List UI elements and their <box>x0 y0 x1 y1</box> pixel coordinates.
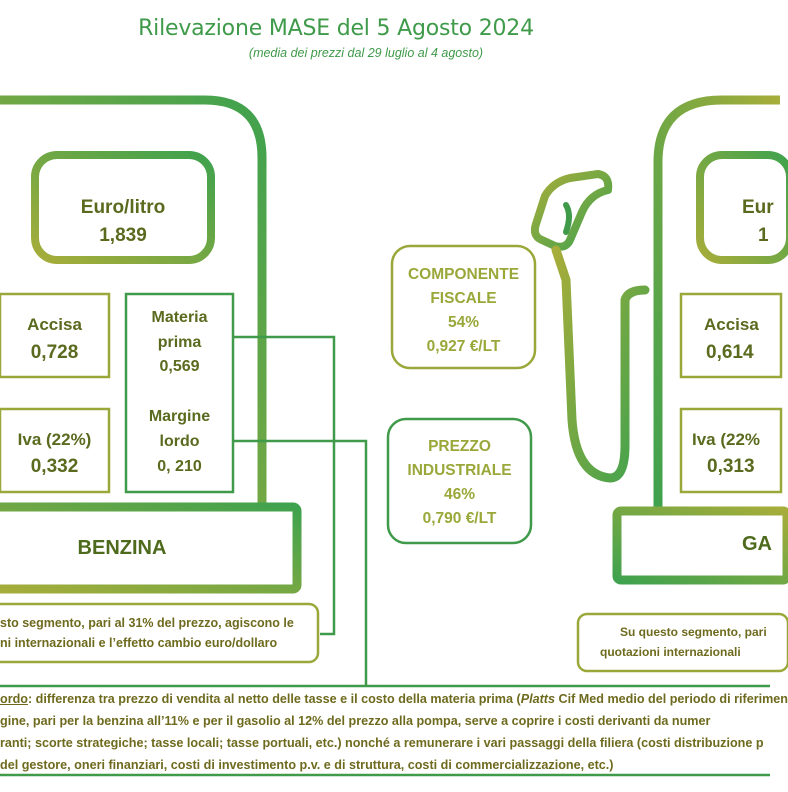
componente-fiscale-pct: 54% <box>447 314 480 331</box>
gasolio-note-line-2: quotazioni internazionali <box>600 645 741 659</box>
prezzo-industriale-line-2: INDUSTRIALE <box>407 462 512 479</box>
benzina-accisa-label: Accisa <box>27 315 82 334</box>
prezzo-industriale-pct: 46% <box>443 486 476 503</box>
benzina-price-value: 1,839 <box>99 225 147 246</box>
gasolio-price-label: Eur <box>742 197 774 218</box>
benzina-note-line-1: sto segmento, pari al 31% del prezzo, agiscono le <box>0 616 294 630</box>
benzina-materia-label-2: prima <box>157 334 202 351</box>
gasolio-iva-box <box>681 409 781 492</box>
gasolio-iva-label: Iva (22% <box>692 430 761 449</box>
componente-fiscale-line-1: COMPONENTE <box>407 266 520 283</box>
benzina-fuel-name: BENZINA <box>77 537 167 559</box>
benzina-materia-label-1: Materia <box>151 309 208 326</box>
footnote-line-4: del gestore, oneri finanziari, costi di investimento p.v. e di struttura, costi di commercializzazione, etc.) <box>0 758 614 772</box>
footnote-line-1-a: : differenza tra prezzo di vendita al netto delle tasse e il costo della materia prima ( <box>27 692 521 706</box>
footnote-line-1 <box>0 688 788 710</box>
benzina-note-line-2: ni internazionali e l’effetto cambio euro/dollaro <box>0 636 278 650</box>
footnote-platts: Platts <box>520 692 555 706</box>
componente-fiscale-text <box>392 263 535 359</box>
benzina-margine-label-2: lordo <box>159 433 200 450</box>
footnote-line-1-b: Cif Med medio del periodo di riferimen <box>554 692 788 706</box>
nozzle-icon <box>535 174 645 478</box>
benzina-iva-box <box>0 409 109 492</box>
gasolio-pump-icon <box>617 100 788 580</box>
benzina-materia-value: 0,569 <box>159 358 200 375</box>
prezzo-industriale-text <box>388 435 531 531</box>
benzina-note-text <box>0 613 318 653</box>
footnote <box>0 688 788 776</box>
benzina-price-label: Euro/litro <box>80 197 166 218</box>
gasolio-accisa-value: 0,614 <box>706 342 754 363</box>
gasolio-note-text <box>600 622 768 662</box>
footnote-line-2: gine, pari per la benzina all’11% e per il gasolio al 12% del prezzo alla pompa, serve a coprire i costi derivanti da numer <box>0 714 711 728</box>
componente-fiscale-value: 0,927 €/LT <box>426 338 501 355</box>
benzina-margine-value: 0, 210 <box>157 458 202 475</box>
gasolio-fuel-name: GA <box>742 533 772 555</box>
footnote-term: ordo <box>0 692 28 706</box>
benzina-accisa-value: 0,728 <box>30 342 79 363</box>
gasolio-note-line-1: Su questo segmento, pari <box>620 625 767 639</box>
gasolio-iva-value: 0,313 <box>707 456 755 477</box>
page-title: Rilevazione MASE del 5 Agosto 2024 <box>138 16 534 41</box>
componente-fiscale-line-2: FISCALE <box>430 290 497 307</box>
prezzo-industriale-value: 0,790 €/LT <box>422 510 497 527</box>
page-subtitle: (media dei prezzi dal 29 luglio al 4 agosto) <box>248 46 484 60</box>
prezzo-industriale-line-1: PREZZO <box>428 438 491 455</box>
benzina-iva-value: 0,332 <box>30 456 79 477</box>
gasolio-accisa-label: Accisa <box>704 315 759 334</box>
gasolio-price-value: 1 <box>758 225 769 246</box>
footnote-line-3: ranti; scorte strategiche; tasse locali; tasse portuali, etc.) nonché a remunerare i vari passaggi della filiera (costi distribuzione p <box>0 736 764 750</box>
benzina-margine-label-1: Margine <box>148 408 211 425</box>
benzina-iva-label: Iva (22%) <box>17 430 92 449</box>
